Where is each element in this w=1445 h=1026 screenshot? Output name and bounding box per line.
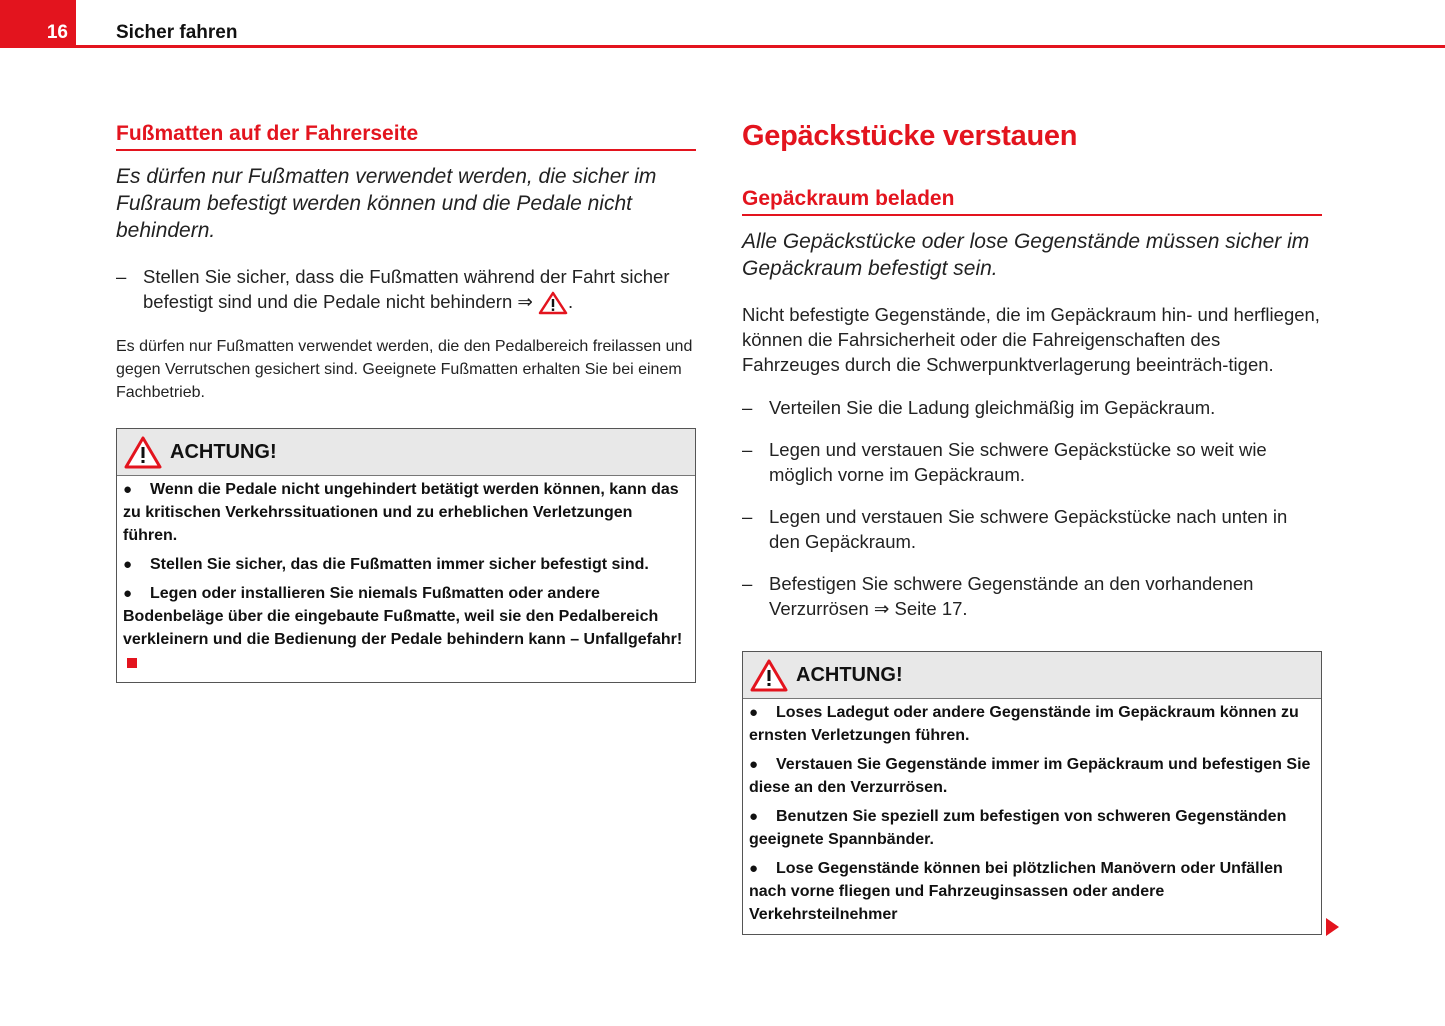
chapter-title: Gepäckstücke verstauen — [742, 120, 1078, 152]
warning-title: ACHTUNG! — [170, 440, 277, 463]
instruction-list — [116, 264, 696, 315]
lead-text: Es dürfen nur Fußmatten verwendet werden, die sicher im Fußraum befestigt werden können und die Pedale nicht behindern. — [116, 165, 657, 242]
warning-item: ● Verstauen Sie Gegenstände immer im Gepäckraum und befestigen Sie diese an den Verzurrösen. — [749, 753, 1315, 799]
continue-arrow-icon[interactable] — [1326, 918, 1339, 936]
dash-marker: – — [116, 266, 127, 287]
warning-title: ACHTUNG! — [796, 663, 903, 686]
warning-header — [743, 652, 1321, 699]
body-text: Nicht befestigte Gegenstände, die im Gepäckraum hin- und herfliegen, können die Fahrsicherheit oder die Fahreigenschaften des Fahrzeuges durch die Schwerpunktverlagerung beeinträch-tigen. — [742, 304, 1320, 375]
instruction-item: – Verteilen Sie die Ladung gleichmäßig im Gepäckraum. — [742, 397, 1216, 418]
dash-marker: – — [742, 573, 753, 594]
warning-body — [117, 476, 695, 682]
warning-header — [117, 429, 695, 476]
instruction-item — [742, 571, 1322, 621]
bullet-icon: ● — [749, 704, 759, 721]
bullet-icon: ● — [749, 808, 759, 825]
header-rule — [76, 45, 1445, 48]
warning-triangle-icon — [750, 659, 788, 692]
page-link[interactable]: Befestigen Sie schwere Gegenstände an den vorhandenen Verzurrösen ⇒ Seite 17. — [769, 573, 1254, 619]
section-title-gepaeckraum: Gepäckraum beladen — [742, 187, 1322, 216]
warning-item: ● Benutzen Sie speziell zum befestigen von schweren Gegenständen geeignete Spannbänder. — [749, 805, 1315, 851]
warning-box — [116, 428, 696, 683]
bullet-icon: ● — [123, 481, 133, 499]
bullet-icon: ● — [123, 585, 133, 603]
warning-triangle-icon[interactable] — [538, 291, 568, 315]
warning-item: ● Legen oder installieren Sie niemals Fußmatten oder andere Bodenbeläge über die eingebaute Fußmatte, weil sie den Pedalbereich verkleinern und die Bedienung der Pedale behindern kann – Unfallgefahr! — [123, 582, 689, 674]
instruction-list — [742, 395, 1322, 621]
bullet-icon: ● — [749, 860, 759, 877]
warning-body — [743, 699, 1321, 934]
warning-item: ● Stellen Sie sicher, das die Fußmatten immer sicher befestigt sind. — [123, 553, 689, 576]
instruction-item: – Legen und verstauen Sie schwere Gepäckstücke nach unten in den Gepäckraum. — [742, 506, 1288, 552]
bullet-icon: ● — [749, 756, 759, 773]
end-of-section-icon — [127, 658, 137, 668]
dash-marker: – — [742, 506, 753, 527]
instruction-text: Stellen Sie sicher, dass die Fußmatten während der Fahrt sicher befestigt sind und die Pedale nicht behindern ⇒ — [143, 266, 670, 312]
warning-box — [742, 651, 1322, 935]
running-title: Sicher fahren — [116, 22, 238, 43]
left-column — [116, 122, 696, 683]
instruction-suffix: . — [568, 291, 574, 312]
dash-marker: – — [742, 397, 753, 418]
right-column — [742, 120, 1322, 935]
note-text: Es dürfen nur Fußmatten verwendet werden, die den Pedalbereich freilassen und gegen Verrutschen gesichert sind. Geeignete Fußmatten erhalten Sie bei einem Fachbetrieb. — [116, 338, 693, 402]
warning-item: ● Lose Gegenstände können bei plötzlichen Manövern oder Unfällen nach vorne fliegen und Fahrzeuginsassen oder andere Verkehrsteilnehmer — [749, 857, 1315, 926]
page-number: 16 — [46, 22, 68, 43]
warning-item: ● Wenn die Pedale nicht ungehindert betätigt werden können, kann das zu kritischen Verkehrssituationen und zu erheblichen Verletzungen führen. — [123, 478, 689, 547]
dash-marker: – — [742, 439, 753, 460]
bullet-icon: ● — [123, 556, 133, 574]
warning-triangle-icon — [124, 436, 162, 469]
warning-item: ● Loses Ladegut oder andere Gegenstände im Gepäckraum können zu ernsten Verletzungen führen. — [749, 701, 1315, 747]
instruction-item: – Legen und verstauen Sie schwere Gepäckstücke so weit wie möglich vorne im Gepäckraum. — [742, 439, 1267, 485]
section-title-fussmatten: Fußmatten auf der Fahrerseite — [116, 122, 696, 151]
lead-text: Alle Gepäckstücke oder lose Gegenstände müssen sicher im Gepäckraum befestigt sein. — [742, 230, 1310, 280]
instruction-item — [116, 264, 696, 315]
